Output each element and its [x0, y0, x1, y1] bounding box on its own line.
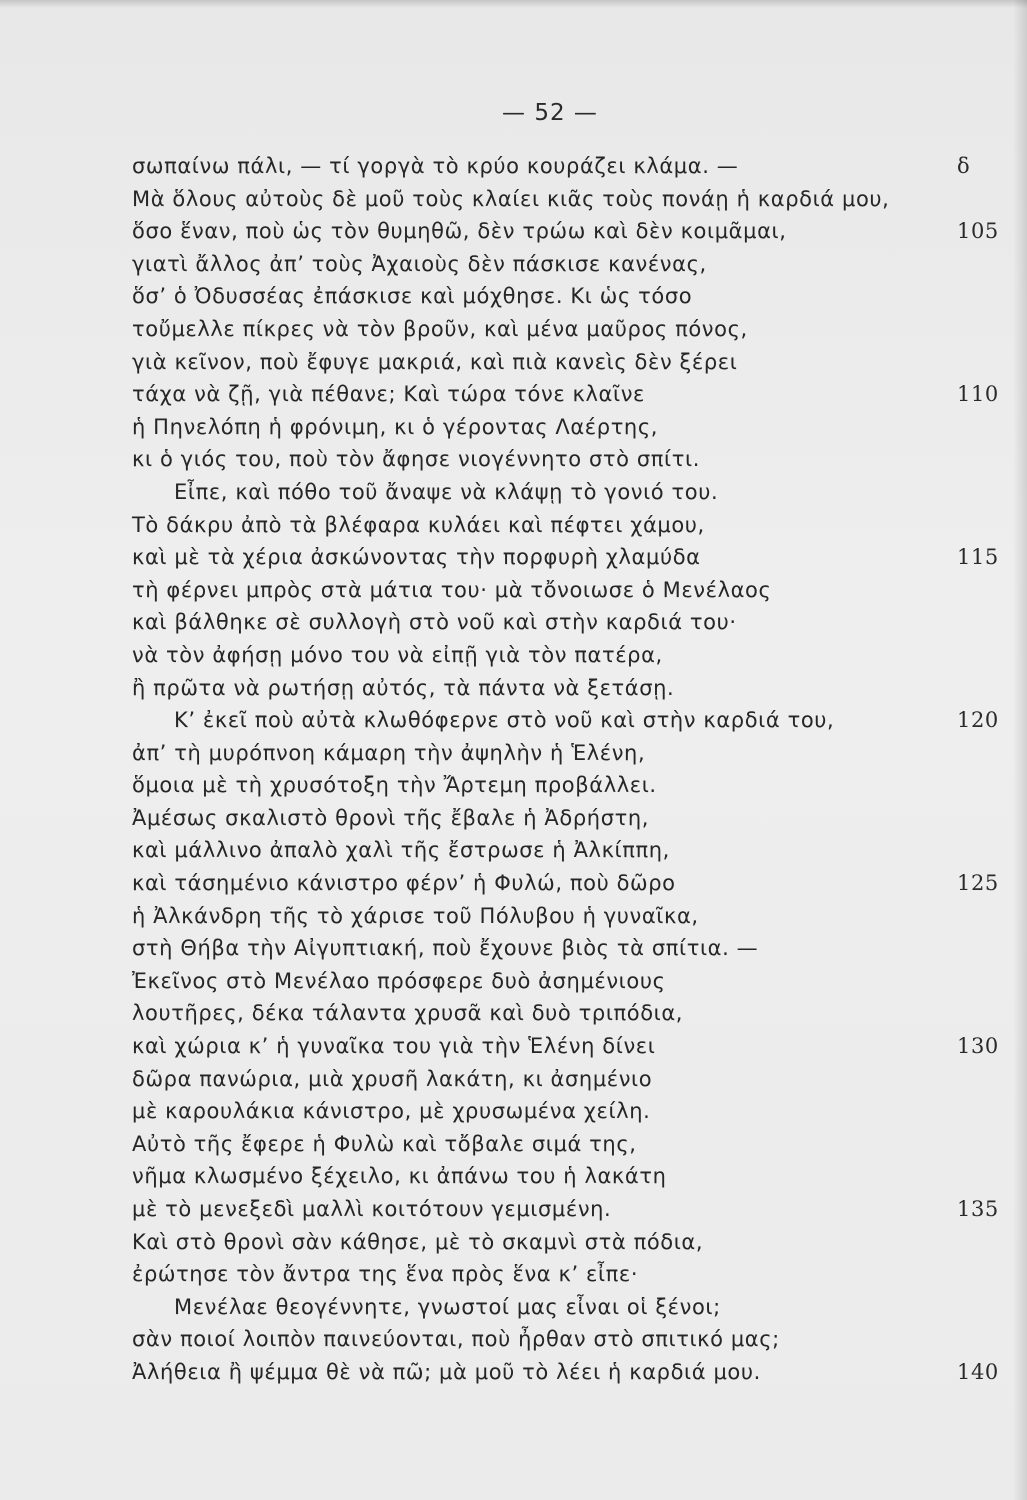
verse-text: κι ὁ γιός του, ποὺ τὸν ἄφησε νιογέννητο στὸ σπίτι. [132, 447, 700, 472]
verse-line [132, 1291, 922, 1324]
verse-text: καὶ βάλθηκε σὲ συλλογὴ στὸ νοῦ καὶ στὴν καρδιά του· [132, 610, 737, 635]
verse-text: ἢ πρῶτα νὰ ρωτήσῃ αὐτός, τὰ πάντα νὰ ξετάσῃ. [132, 675, 675, 700]
verse-text: Τὸ δάκρυ ἀπὸ τὰ βλέφαρα κυλάει καὶ πέφτει χάμου, [132, 512, 705, 537]
verse-text: ἀπ’ τὴ μυρόπνοη κάμαρη τὴν ἀψηλὴν ἡ Ἑλένη, [132, 740, 646, 765]
verse-line [132, 313, 922, 346]
verse-line [132, 1030, 999, 1063]
line-number: 140 [957, 1359, 999, 1384]
line-number: δ [957, 154, 971, 178]
verse-text: γιὰ κεῖνον, ποὺ ἔφυγε μακριά, καὶ πιὰ κανεὶς δὲν ξέρει [132, 349, 738, 374]
line-number: 115 [957, 545, 999, 570]
verse-text: νῆμα κλωσμένο ξέχειλο, κι ἀπάνω του ἡ λακάτη [132, 1164, 667, 1189]
verse-text: μὲ τὸ μενεξεδὶ μαλλὶ κοιτότουν γεμισμένη. [132, 1197, 612, 1221]
verse-line [132, 606, 922, 639]
verse-text: Ἀμέσως σκαλιστὸ θρονὶ τῆς ἔβαλε ἡ Ἀδρήστη, [132, 805, 650, 830]
verse-text: Εἶπε, καὶ πόθο τοῦ ἄναψε νὰ κλάψῃ τὸ γονιό του. [174, 479, 719, 504]
verse-line [132, 1193, 999, 1226]
verse-line [132, 769, 922, 802]
verse-text: ἡ Ἀλκάνδρη τῆς τὸ χάρισε τοῦ Πόλυβου ἡ γυναῖκα, [132, 903, 699, 928]
verse-text: σὰν ποιοί λοιπὸν παινεύονται, ποὺ ἦρθαν στὸ σπιτικό μας; [132, 1327, 780, 1352]
verse-line [132, 509, 922, 542]
verse-line [132, 900, 922, 933]
verse-text: νὰ τὸν ἀφήσῃ μόνο του νὰ εἰπῇ γιὰ τὸν πατέρα, [132, 642, 663, 667]
verse-line [132, 280, 922, 313]
verse-text: δῶρα πανώρια, μιὰ χρυσῆ λακάτη, κι ἀσημένιο [132, 1066, 653, 1091]
verse-text: τάχα νὰ ζῇ, γιὰ πέθανε; Καὶ τώρα τόνε κλαῖνε [132, 382, 645, 407]
verse-text: τοὔμελλε πίκρες νὰ τὸν βροῦν, καὶ μένα μαῦρος πόνος, [132, 316, 748, 341]
verse-line [132, 1226, 922, 1259]
verse-line [132, 346, 922, 379]
verse-line [132, 1356, 999, 1389]
verse-text: Καὶ στὸ θρονὶ σὰν κάθησε, μὲ τὸ σκαμνὶ στὰ πόδια, [132, 1229, 704, 1254]
verse-line [132, 704, 999, 737]
verse-line [132, 183, 922, 216]
verse-line [132, 834, 922, 867]
page-right-shadow [1013, 0, 1027, 1500]
line-number: 125 [957, 871, 999, 896]
verse-line [132, 867, 999, 900]
verse-line [132, 248, 922, 281]
verse-text: καὶ χώρια κ’ ἡ γυναῖκα του γιὰ τὴν Ἑλένη δίνει [132, 1034, 656, 1059]
verse-line [132, 1323, 922, 1356]
verse-line [132, 150, 971, 183]
verse-text: σωπαίνω πάλι, — τί γοργὰ τὸ κρύο κουράζει κλάμα. — [132, 154, 739, 178]
verse-text: λουτῆρες, δέκα τάλαντα χρυσᾶ καὶ δυὸ τριπόδια, [132, 1001, 684, 1026]
verse-line [132, 672, 922, 705]
verse-line [132, 541, 999, 574]
page-number: — 52 — [502, 100, 598, 126]
verse-line [132, 443, 922, 476]
verse-block [132, 150, 999, 1389]
verse-line [132, 411, 922, 444]
line-number: 120 [957, 708, 999, 733]
verse-line [132, 476, 922, 509]
verse-line [132, 1128, 922, 1161]
verse-line [132, 802, 922, 835]
verse-text: καὶ μὲ τὰ χέρια ἀσκώνοντας τὴν πορφυρὴ χλαμύδα [132, 545, 701, 570]
verse-line [132, 1160, 922, 1193]
verse-line [132, 378, 999, 411]
line-number: 110 [957, 382, 999, 407]
line-number: 105 [957, 219, 999, 244]
verse-text: στὴ Θήβα τὴν Αἰγυπτιακή, ποὺ ἔχουνε βιὸς τὰ σπίτια. — [132, 936, 759, 961]
verse-text: καὶ τάσημένιο κάνιστρο φέρν’ ἡ Φυλώ, ποὺ δῶρο [132, 871, 676, 896]
verse-line [132, 215, 999, 248]
verse-text: μὲ καρουλάκια κάνιστρο, μὲ χρυσωμένα χείλη. [132, 1099, 651, 1124]
verse-text: Ἐκεῖνος στὸ Μενέλαο πρόσφερε δυὸ ἀσημένιους [132, 968, 666, 993]
verse-text: ὅσ’ ὁ Ὀδυσσέας ἐπάσκισε καὶ μόχθησε. Κι ὡς τόσο [132, 284, 693, 309]
verse-text: ἡ Πηνελόπη ἡ φρόνιμη, κι ὁ γέροντας Λαέρτης, [132, 414, 659, 439]
verse-text: ἐρώτησε τὸν ἄντρα της ἕνα πρὸς ἕνα κ’ εἶπε· [132, 1262, 639, 1287]
verse-text: Μενέλαε θεογέννητε, γνωστοί μας εἶναι οἱ ξένοι; [174, 1294, 721, 1319]
verse-line [132, 1258, 922, 1291]
verse-text: ὅμοια μὲ τὴ χρυσότοξη τὴν Ἄρτεμη προβάλλει. [132, 773, 657, 798]
verse-text: Κ’ ἐκεῖ ποὺ αὐτὰ κλωθόφερνε στὸ νοῦ καὶ στὴν καρδιά του, [174, 708, 835, 733]
verse-line [132, 1063, 922, 1096]
verse-line [132, 965, 922, 998]
verse-text: γιατὶ ἄλλος ἀπ’ τοὺς Ἀχαιοὺς δὲν πάσκισε κανένας, [132, 251, 707, 276]
verse-text: τὴ φέρνει μπρὸς στὰ μάτια του· μὰ τὄνοιωσε ὁ Μενέλαος [132, 577, 772, 602]
verse-line [132, 639, 922, 672]
verse-line [132, 737, 922, 770]
verse-line [132, 574, 922, 607]
page-top-shadow [0, 0, 1027, 8]
verse-text: καὶ μάλλινο ἀπαλὸ χαλὶ τῆς ἔστρωσε ἡ Ἀλκίππη, [132, 838, 670, 863]
verse-line [132, 997, 922, 1030]
line-number: 130 [957, 1034, 999, 1059]
verse-line [132, 1095, 922, 1128]
line-number: 135 [957, 1197, 999, 1221]
verse-line [132, 932, 922, 965]
verse-text: Αὐτὸ τῆς ἔφερε ἡ Φυλὼ καὶ τὄβαλε σιμά της, [132, 1131, 637, 1156]
verse-text: ὅσο ἕναν, ποὺ ὡς τὸν θυμηθῶ, δὲν τρώω καὶ δὲν κοιμᾶμαι, [132, 219, 787, 244]
verse-text: Ἀλήθεια ἢ ψέμμα θὲ νὰ πῶ; μὰ μοῦ τὸ λέει ἡ καρδιά μου. [132, 1359, 761, 1384]
verse-text: Μὰ ὅλους αὐτοὺς δὲ μοῦ τοὺς κλαίει κιᾶς τοὺς πονάῃ ἡ καρδιά μου, [132, 186, 890, 211]
